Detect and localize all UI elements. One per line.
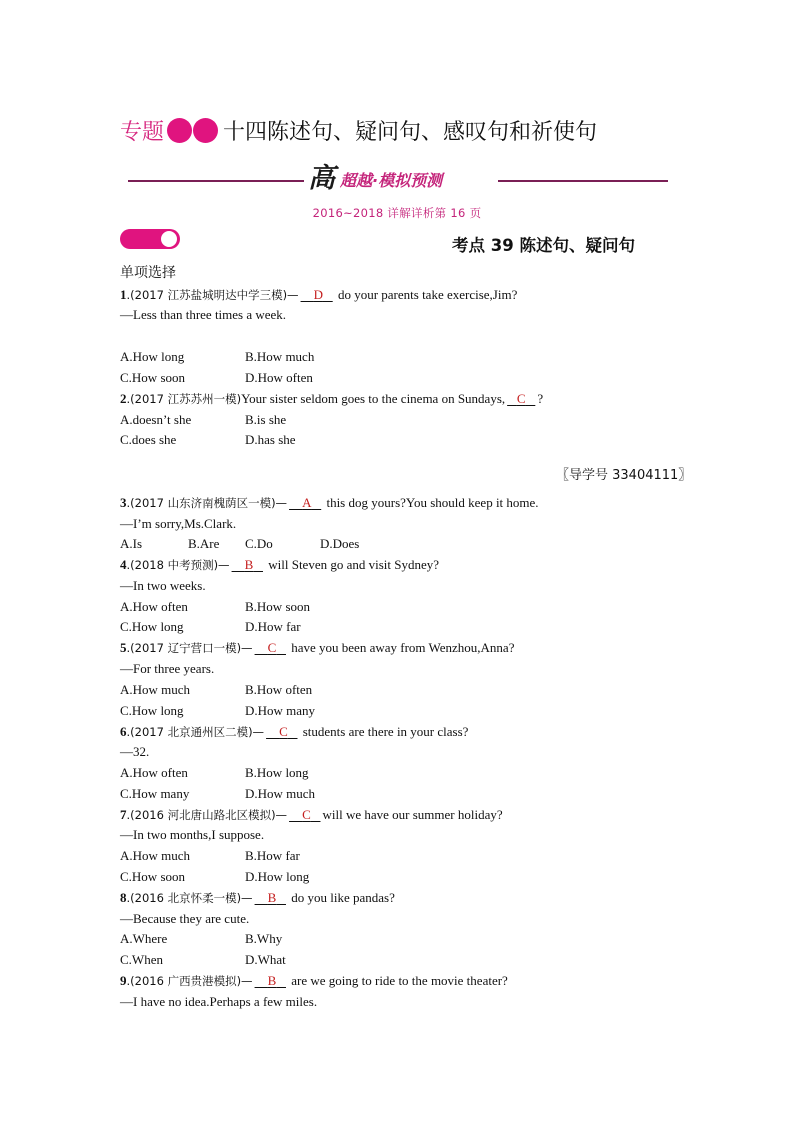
section-pill-knob-icon — [160, 230, 178, 248]
option: D.How much — [245, 786, 316, 801]
question-source: .(2017 北京通州区二模)— — [126, 725, 265, 739]
question-reply: —Because they are cute. — [120, 911, 250, 926]
option: B.How soon — [245, 599, 311, 614]
document-id: 〖导学号 33404111〗 — [556, 468, 692, 483]
option: A.doesn’t she — [120, 412, 192, 427]
question-stem: this dog yours?You should keep it home. — [323, 495, 539, 510]
question-stem: will Steven go and visit Sydney? — [264, 557, 440, 572]
option: B.is she — [245, 412, 287, 427]
answer-blank: C — [279, 724, 288, 739]
option: D.How many — [245, 703, 316, 718]
question-stem: do you like pandas? — [287, 890, 395, 905]
option-row — [120, 412, 287, 428]
option: C.does she — [120, 432, 177, 447]
option-row — [120, 848, 300, 864]
question-reply: —I’m sorry,Ms.Clark. — [120, 516, 237, 531]
option: D.How often — [245, 370, 313, 385]
option: C.When — [120, 952, 163, 967]
question-reply: —32. — [120, 744, 150, 759]
question-source: .(2017 辽宁营口一模)— — [126, 641, 253, 655]
option: A.How much — [120, 848, 191, 863]
option: C.Do — [245, 536, 273, 551]
option: A.Where — [120, 931, 168, 946]
question-stem: are we going to ride to the movie theater? — [287, 973, 508, 988]
answer-blank: B — [267, 973, 277, 988]
answer-blank: C — [516, 391, 526, 406]
option: D.How far — [245, 619, 301, 634]
question-stem: Your sister seldom goes to the cinema on Sundays, — [241, 391, 506, 406]
question-stem: will we have our summer holiday? — [322, 807, 503, 822]
question-reply: —Less than three times a week. — [120, 307, 287, 322]
option: B.Why — [245, 931, 283, 946]
option-row — [120, 931, 283, 947]
question-2: 2.(2017 江苏苏州一模)Your sister seldom goes to the cinema on Sundays, C ? — [120, 391, 544, 406]
calligraphy-logo-icon: 高 — [308, 163, 335, 194]
question-source: .(2016 北京怀柔一模)— — [126, 891, 253, 905]
question-1: 1.(2017 江苏盐城明达中学三模)— D do your parents take exercise,Jim? — [120, 287, 518, 302]
answer-blank: B — [267, 890, 277, 905]
option-row — [120, 349, 315, 365]
option: B.How much — [245, 349, 315, 364]
title-dots — [167, 118, 219, 143]
decorative-dot-icon — [167, 118, 192, 143]
option: D.has she — [245, 432, 296, 447]
option: A.Is — [120, 536, 143, 551]
option: C.How soon — [120, 869, 186, 884]
answer-blank: D — [313, 287, 323, 302]
option-row — [120, 619, 301, 635]
decorative-dot-icon — [193, 118, 218, 143]
option: A.How often — [120, 599, 188, 614]
section-heading: 单项选择 — [120, 265, 176, 281]
question-7: 7.(2016 河北唐山路北区模拟)— C will we have our summer holiday? — [120, 807, 503, 822]
option: C.How many — [120, 786, 190, 801]
question-reply: —In two months,I suppose. — [120, 827, 265, 842]
question-reply: —In two weeks. — [120, 578, 206, 593]
option: C.How long — [120, 703, 184, 718]
option-row — [120, 703, 316, 719]
option: D.Does — [320, 536, 360, 551]
question-5: 5.(2017 辽宁营口一模)— C have you been away from Wenzhou,Anna? — [120, 640, 515, 655]
question-source: .(2016 河北唐山路北区模拟)— — [126, 808, 288, 822]
option-row — [120, 432, 296, 448]
option: A.How long — [120, 349, 185, 364]
answer-blank: B — [244, 557, 254, 572]
section-title: 考点 39 陈述句、疑问句 — [452, 236, 635, 255]
option-row — [120, 536, 360, 552]
option: B.How often — [245, 682, 313, 697]
banner-rule-left — [128, 180, 304, 182]
option-row — [120, 869, 310, 885]
option-row — [120, 370, 313, 386]
question-reply: —I have no idea.Perhaps a few miles. — [120, 994, 318, 1009]
page-title — [120, 112, 597, 148]
question-8: 8.(2016 北京怀柔一模)— B do you like pandas? — [120, 890, 395, 905]
question-source: .(2016 广西贵港模拟)— — [126, 974, 253, 988]
question-source: .(2018 中考预测)— — [126, 558, 230, 572]
option-row — [120, 765, 309, 781]
question-stem: do your parents take exercise,Jim? — [334, 287, 518, 302]
option: B.How far — [245, 848, 300, 863]
option: C.How soon — [120, 370, 186, 385]
option: A.How much — [120, 682, 191, 697]
question-6: 6.(2017 北京通州区二模)— C students are there in your class? — [120, 724, 469, 739]
banner-rule-right — [498, 180, 668, 182]
option-row — [120, 682, 313, 698]
question-reply: —For three years. — [120, 661, 215, 676]
question-stem: have you been away from Wenzhou,Anna? — [287, 640, 515, 655]
question-9: 9.(2016 广西贵港模拟)— B are we going to ride to the movie theater? — [120, 973, 508, 988]
option: A.How often — [120, 765, 188, 780]
answer-blank: C — [302, 807, 311, 822]
option: B.How long — [245, 765, 309, 780]
option-row — [120, 952, 286, 968]
option-row — [120, 786, 316, 802]
question-source: .(2017 江苏苏州一模) — [126, 392, 242, 406]
option-row — [120, 599, 311, 615]
option: B.Are — [188, 536, 220, 551]
question-source: .(2017 江苏盐城明达中学三模)— — [126, 288, 299, 302]
option: D.How long — [245, 869, 310, 884]
question-stem: students are there in your class? — [299, 724, 469, 739]
answer-blank: A — [302, 495, 312, 510]
option: D.What — [245, 952, 286, 967]
option: C.How long — [120, 619, 184, 634]
banner-slogan: 超越·模拟预测 — [340, 171, 443, 190]
banner — [128, 163, 668, 197]
question-4: 4.(2018 中考预测)— B will Steven go and visit Sydney? — [120, 557, 440, 572]
question-3: 3.(2017 山东济南槐荫区一模)— A this dog yours?You should keep it home. — [120, 495, 539, 510]
answer-blank: C — [267, 640, 277, 655]
answer-reference: 2016~2018 详解详析第 16 页 — [312, 206, 482, 220]
title-prefix: 专题 — [120, 119, 165, 145]
title-main: 十四陈述句、疑问句、感叹句和祈使句 — [223, 119, 598, 145]
question-source: .(2017 山东济南槐荫区一模)— — [126, 496, 288, 510]
